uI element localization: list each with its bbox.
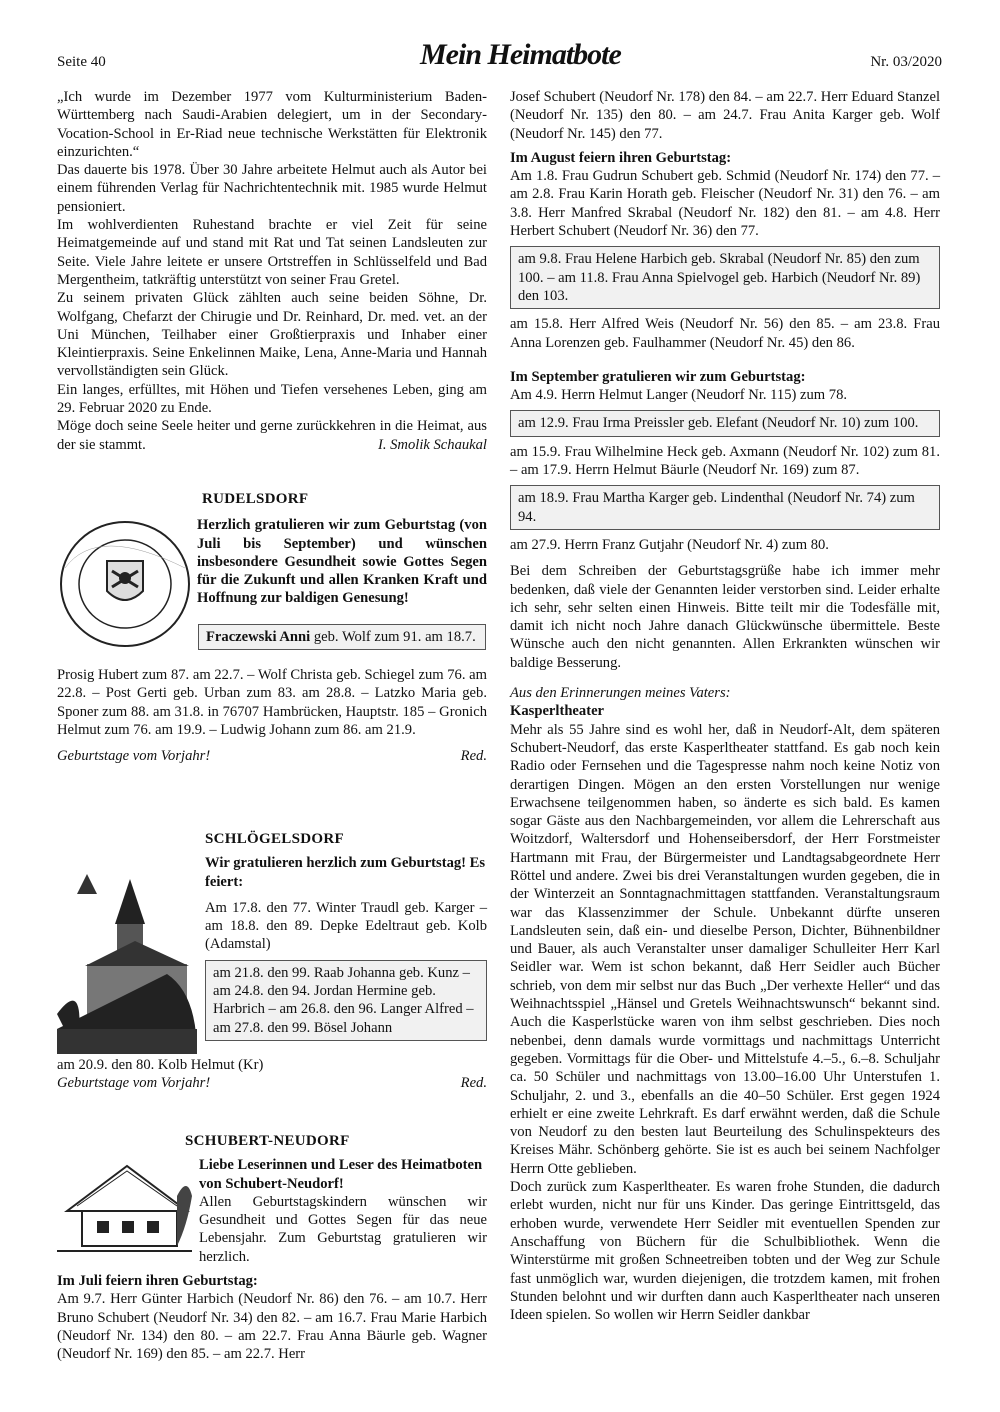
august-heading: Im August feiern ihren Geburtstag: — [510, 149, 732, 166]
rudelsdorf-intro: Herzlich gratulieren wir zum Geburtstag (von Juli bis September) und wünschen insbesondere Gesundheit sowie Gottes Segen für die Zukunft und allen Kranken Kraft und Hoffnung zur baldigen Genesung! — [197, 517, 487, 607]
kasperl-paragraph-2: Doch zurück zum Kasperltheater. Es waren frohe Stunden, die dadurch erlebt wurden, nicht nur für uns Kinder. Das geringe Eintrittsgeld, das erhoben wurde, verwendete Herr Seidler mit eventuellen Spenden zur Anschaffung von Büchern für die Schulbibliothek. Wenn die Winterstürme mit großen Schneetreiben tobten und der Weg zur Schule fast unmöglich war, wurden diejenigen, die trotzdem kamen, mit frohen Stunden belohnt und wir durften dann auch Kasperltheater nach unseren Ideen spielen. So wollen wir Herrn Seidler dankbar — [510, 1179, 940, 1324]
september-highlight-box-1: am 12.9. Frau Irma Preissler geb. Elefant (Neudorf Nr. 10) zum 100. — [510, 410, 940, 436]
rudelsdorf-list: Prosig Hubert zum 87. am 22.7. – Wolf Christa geb. Schiegel zum 76. am 22.8. – Post Gerti geb. Urban zum 83. am 28.8. – Latzko Maria geb. Sponer zum 88. am 31.8. in 76707 Hambrücken, Hauptstr. 185 – Gronich Helmut zum 76. am 19.9. – Ludwig Johann zum 86. am 21.9. Geburtstage vom Vorjahr! Red. — [57, 667, 487, 765]
september-heading: Im September gratulieren wir zum Geburtstag: — [510, 368, 806, 385]
september-list-3: am 27.9. Herrn Franz Gutjahr (Neudorf Nr. 4) zum 80. — [510, 536, 829, 553]
house-illustration — [57, 1156, 199, 1266]
august-list: Am 1.8. Frau Gudrun Schubert geb. Schmid (Neudorf Nr. 174) den 77. – am 2.8. Frau Karin Horath geb. Fleischer (Neudorf Nr. 31) den 76. – am 3.8. Herr Manfred Skrabal (Neudorf Nr. 182) den 81. – am 4.8. Herr Herbert Schubert (Neudorf Nr. 36) den 77. — [510, 168, 940, 240]
july-list: Am 9.7. Herr Günter Harbich (Neudorf Nr. 86) den 76. – am 10.7. Herr Bruno Schubert (Neudorf Nr. 34) den 82. – am 16.7. Frau Marie Harbich (Neudorf Nr. 134) den 80. – am 22.7. Frau Anna Bäurle geb. Wagner (Neudorf Nr. 169) den 85. – am 22.7. Herr — [57, 1291, 487, 1363]
august-list-2: am 15.8. Herr Alfred Weis (Neudorf Nr. 56) den 85. – am 23.8. Frau Anna Lorenzen geb. Faulhammer (Neudorf Nr. 45) den 86. — [510, 316, 940, 351]
rudelsdorf-highlight-box: Fraczewski Anni geb. Wolf zum 91. am 18.7. — [198, 624, 486, 650]
paragraph: Zu seinem privaten Glück zählten auch seine beiden Söhne, Dr. Wolfgang, Chefarzt der Chirugie und Dr. Reinhard, Dr. med. vet. an der Uni München, Teilhaber einer Großtierpraxis und Inhaber einer Kleintierpraxis. Seine Enkelinnen Maike, Lena, Anne-Maria und Hannah vervollständigten sein Glück. — [57, 290, 487, 380]
kasperl-paragraph-1: Mehr als 55 Jahre sind es wohl her, daß in Neudorf-Alt, dem späteren Schubert-Neudorf, das erste Kasperltheater stattfand. Es gab noch kein Radio oder Fernsehen und die Tagespresse nahm noch keine Notiz von derartigen Dingen. Mögen an den ersten Vorstellungen nur wenige Erwachsene teilgenommen haben, so änderte es sich bald. Es kamen sogar Gäste aus den Nachbargemeinden, vor allem die Lehrerschaft aus Woitzdorf, Waltersdorf und Hohenseibersdorf, der Herr Forstmeister Hartmann mit Frau, der Bürgermeister und Landtagsabgeordnete Herr Röttel und andere. Zwei bis drei Veranstaltungen wurden gegeben, die in der Winterzeit an Sonntagnachmittagen stattfanden. Veranstaltungsraum war das Klassenzimmer der Schule. Unbekannt dürfte unseren Landsleuten sein, daß ein- und dieselbe Person, Dichter, Bühnenbildner und Bauer, als auch Veranstalter unser damaliger Schulleiter Herr Karl Seidler war. Wem ist schon bekannt, daß Herr Seidler auch Bücher schrieb, von dem mir selbst nur das Buch „Der verhexte Heller“ und das Weihnachtsspiel „Hänsel und Gretels Weihnachtswunsch“ bekannt sind. Auch die Kasperlstücke waren von ihm selbst geschrieben. Dies noch nebenbei, denn damals wurde vormittags und nachmittags Unterricht gegeben. Vormittags für die Ober- und Mittelstufe 4.–5., 6.–8. Schuljahr ca. 50 Schüler und nachmittags von 13.00–16.00 Uhr Unterstufen 1. Schuljahr, 2. und 3., ebenfalls an die 40–50 Schüler. Erst gegen 1924 erhielt er eine zweite Lehrkraft. Es darf erwähnt werden, daß die Schule von Neudorf zu den besten laut Beurteilung des Schulinspekteurs des Kreises Mähr. Schönberg gehörte. Sie ist es auch bei seinem Nachfolger Herrn Otte geblieben. — [510, 721, 940, 1177]
kasperl-title: Kasperltheater — [510, 703, 605, 720]
paragraph: „Ich wurde im Dezember 1977 vom Kulturministerium Baden-Württemberg nach Saudi-Arabien delegiert, um in der Secondary-Vocation-School in Er-Riad neue technische Werkstätten für Elektronik einzurichten.“ — [57, 89, 487, 160]
paragraph: Im wohlverdienten Ruhestand brachte er viel Zeit für seine Heimatgemeinde auf und stand mit Rat und Tat seinen Landsleuten zur Seite. Viele Jahre leitete er unsere Ortstreffen in Schlüsselfeld und Bad Mergentheim, tatkräftig unterstützt von seiner Frau Gretel. — [57, 217, 487, 288]
july-continued: Josef Schubert (Neudorf Nr. 178) den 84. – am 22.7. Herr Eduard Stanzel (Neudorf Nr. 135) den 80. – am 24.7. Frau Anita Karger geb. Wolf (Neudorf Nr. 145) den 77. — [510, 89, 940, 142]
paragraph: Ein langes, erfülltes, mit Höhen und Tiefen versehenes Leben, ging am 29. Februar 2020 zu Ende. — [57, 381, 487, 417]
august-highlight-box: am 9.8. Frau Helene Harbich geb. Skrabal (Neudorf Nr. 85) den zum 100. – am 11.8. Frau Anna Spielvogel geb. Harbich (Neudorf Nr. 89) den 103. — [510, 246, 940, 309]
left-column-obituary — [57, 88, 487, 454]
masthead-logo: Mein Heimatbote — [420, 38, 621, 71]
july-heading: Im Juli feiern ihren Geburtstag: — [57, 1273, 258, 1290]
paragraph: Möge doch seine Seele heiter und gerne zurückkehren in die Heimat, aus der sie stammt. — [57, 418, 487, 453]
section-schloegelsdorf: SCHLÖGELSDORF Wir gratulieren herzlich zum Geburtstag! Es feiert: Am 17.8. den 77. Winter Traudl geb. Karger – am 18.8. den 89. Depke Edeltraut geb. Kolb (Adamstal) am 21.8. den 99. Raab Johanna geb. Kunz – am 24.8. den 94. Jordan Hermine geb. Harbrich – am 26.8. den 96. Langer Alfred – am 27.8. den 99. Bösel Johann am 20.9. den 80. Kolb Helmut (Kr) Geburtstage vom Vorjahr! Red. — [57, 831, 487, 1091]
right-column — [510, 88, 940, 1324]
church-illustration — [57, 854, 205, 1059]
schloegelsdorf-text: Am 17.8. den 77. Winter Traudl geb. Karger – am 18.8. den 89. Depke Edeltraut geb. Kolb (Adamstal) — [205, 899, 487, 953]
page-header — [0, 38, 1000, 84]
schloegelsdorf-highlight-box: am 21.8. den 99. Raab Johanna geb. Kunz – am 24.8. den 94. Jordan Hermine geb. Harbrich – am 26.8. den 96. Langer Alfred – am 27.8. den 99. Bösel Johann — [205, 960, 487, 1041]
schloegelsdorf-intro: Wir gratulieren herzlich zum Geburtstag! Es feiert: — [205, 855, 486, 890]
author-signature: I. Smolik Schaukal — [377, 436, 487, 453]
paragraph: Das dauerte bis 1978. Über 30 Jahre arbeitete Helmut auch als Autor bei einem führenden Verlag für Nachrichtentechnik mit. 1985 wurde Helmut pensioniert. — [57, 162, 487, 215]
page-number: Seite 40 — [57, 54, 106, 70]
september-list-2: am 15.9. Frau Wilhelmine Heck geb. Axmann (Neudorf Nr. 102) zum 81. – am 17.9. Herrn Helmut Bäurle (Neudorf Nr. 169) zum 87. — [510, 443, 940, 479]
september-list: Am 4.9. Herrn Helmut Langer (Neudorf Nr. 115) zum 78. — [510, 387, 848, 404]
schloegelsdorf-after: am 20.9. den 80. Kolb Helmut (Kr) — [57, 1056, 264, 1073]
rudelsdorf-seal-image — [57, 516, 197, 656]
section-title: RUDELSDORF — [202, 491, 309, 507]
september-highlight-box-2: am 18.9. Frau Martha Karger geb. Lindenthal (Neudorf Nr. 74) zum 94. — [510, 485, 940, 530]
section-schubert-neudorf — [57, 1132, 487, 1364]
issue-number: Nr. 03/2020 — [870, 54, 942, 70]
memoir-label: Aus den Erinnerungen meines Vaters: — [510, 685, 731, 702]
editor-note: Bei dem Schreiben der Geburtstagsgrüße habe ich immer mehr bedenken, daß viele der Genannten leider verstorben sind. Leider erhalte ich sehr, sehr selten einen Hinweis. Bitte teilt mir die Todesfälle mit, damit ich nicht noch Jahre danach Glückwünsche übermittele. Beste Wünsche auch den nicht genannten. Allen Erkrankten wünschen wir baldige Besserung. — [510, 563, 940, 671]
schubert-text: Allen Geburtstagskindern wünschen wir Gesundheit und Gottes Segen für das neue Lebensjahr. Zum Geburtstag gratulieren wir herzlich. — [199, 1193, 487, 1265]
section-title: SCHUBERT-NEUDORF — [185, 1133, 350, 1149]
section-title: SCHLÖGELSDORF — [205, 831, 344, 847]
schubert-intro: Liebe Leserinnen und Leser des Heimatboten von Schubert-Neudorf! — [199, 1157, 483, 1192]
